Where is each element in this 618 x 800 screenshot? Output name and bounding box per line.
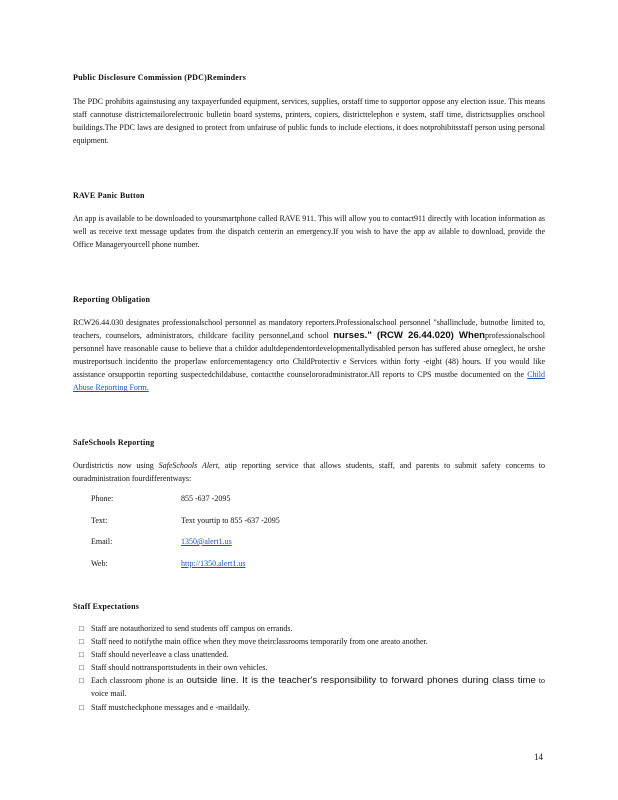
contact-label: Phone: [91, 494, 114, 503]
list-item-text: Each classroom phone is an [91, 676, 184, 686]
email-link[interactable]: 1350@alert1.us [181, 537, 232, 546]
contact-email [91, 537, 391, 549]
reporting-paragraph [73, 316, 545, 395]
list-item-text: Staff should neverleave a class unattended. [91, 650, 229, 660]
list-item [79, 661, 545, 674]
safeschools-alert-name: SafeSchools Alert, [158, 461, 220, 470]
staff-heading: Staff Expectations [73, 602, 140, 611]
safeschools-heading: SafeSchools Reporting [73, 438, 155, 447]
checkbox-bullet-icon: □ [79, 702, 84, 712]
contact-text [91, 516, 391, 528]
page-number: 14 [534, 752, 543, 762]
contact-web [91, 559, 391, 571]
safeschools-paragraph [73, 459, 545, 485]
staff-expectations-list [79, 622, 545, 714]
checkbox-bullet-icon: □ [79, 624, 84, 633]
web-link[interactable]: http://1350.alert1.us [181, 559, 246, 568]
list-item [79, 648, 545, 661]
list-item [79, 622, 545, 635]
list-item-text-large: outside line. It is the teacher's responsibility to forward phones during class time [186, 675, 536, 687]
checkbox-bullet-icon: □ [79, 676, 84, 686]
contact-label: Email: [91, 537, 113, 546]
reporting-heading: Reporting Obligation [73, 295, 151, 304]
contact-label: Text: [91, 516, 108, 525]
rave-heading: RAVE Panic Button [73, 191, 145, 200]
checkbox-bullet-icon: □ [79, 663, 84, 673]
list-item [79, 674, 545, 700]
contact-phone [91, 494, 391, 506]
pdc-heading: Public Disclosure Commission (PDC)Reminders [73, 73, 247, 82]
list-item-text: Staff mustcheckphone messages and e -maildaily. [91, 702, 250, 712]
contact-value: Text yourtip to 855 -637 -2095 [181, 516, 280, 525]
list-item [79, 701, 545, 714]
safeschools-text-2: atip reporting service that allows students, staff, and parents to submit safety concerns to ouradministration fourdifferentways: [73, 461, 546, 484]
checkbox-bullet-icon: □ [79, 650, 84, 660]
contact-value: 855 -637 -2095 [181, 494, 231, 503]
child-abuse-form-link[interactable]: Child Abuse Reporting Form. [73, 370, 545, 393]
list-item-text: Staff should nottransportstudents in their own vehicles. [91, 663, 268, 673]
checkbox-bullet-icon: □ [79, 637, 84, 647]
list-item-text: Staff are notauthorized to send students off campus on errands. [91, 624, 293, 633]
pdc-paragraph: The PDC prohibits againstusing any taxpayerfunded equipment, services, supplies, orstaff time to supportor oppose any election issue. This means staff cannotuse districtemailorelectronic bulletin board systems, printers, copiers, districttelephon e system, staff time, districtsupplies orschool buildings.The PDC laws are designed to protect from unfairuse of public funds to include elections, it does notprohibitsstaff person using personal equipment. [73, 97, 545, 146]
safeschools-text-1: Ourdistrictis now using [73, 461, 154, 470]
list-item [79, 635, 545, 648]
reporting-text-large: nurses." (RCW 26.44.020) When [333, 330, 486, 342]
reporting-text-1: RCW26.44.030 designates professionalschool personnel as mandatory reporters.Professionalschool personnel "shallinclude, butnotbe limited to, teachers, counselors, administrators, childcare facility personnel,and school [73, 318, 545, 341]
list-item-text: Staff need to notifythe main office when they move theirclassrooms temporarily from one areato another. [91, 637, 428, 647]
rave-paragraph: An app is available to be downloaded to yoursmartphone called RAVE 911. This will allow you to contact911 directly with location information as well as receive text message updates from the dispatch centerin an emergency.If you wish to have the app av ailable to download, provide the Office Manageryourcell phone number. [73, 214, 545, 250]
contact-label: Web: [91, 559, 108, 568]
list-item-text: to voice mail. [91, 676, 545, 699]
reporting-text-2: professionalschool personnel have reasonable cause to believe that a childor adultdependentordevelopmentallydisabled person has suffered abuse orneglect, he orshe mustreportsuch incidentto the properlaw enforcementagency orto ChildProtectiv e Services within forty -eight (48) hours. If you would like assistance orsupportin reporting suspectedchildabuse, contactthe counselororadministrator.All reports to CPS mustbe documented on the [73, 331, 546, 380]
